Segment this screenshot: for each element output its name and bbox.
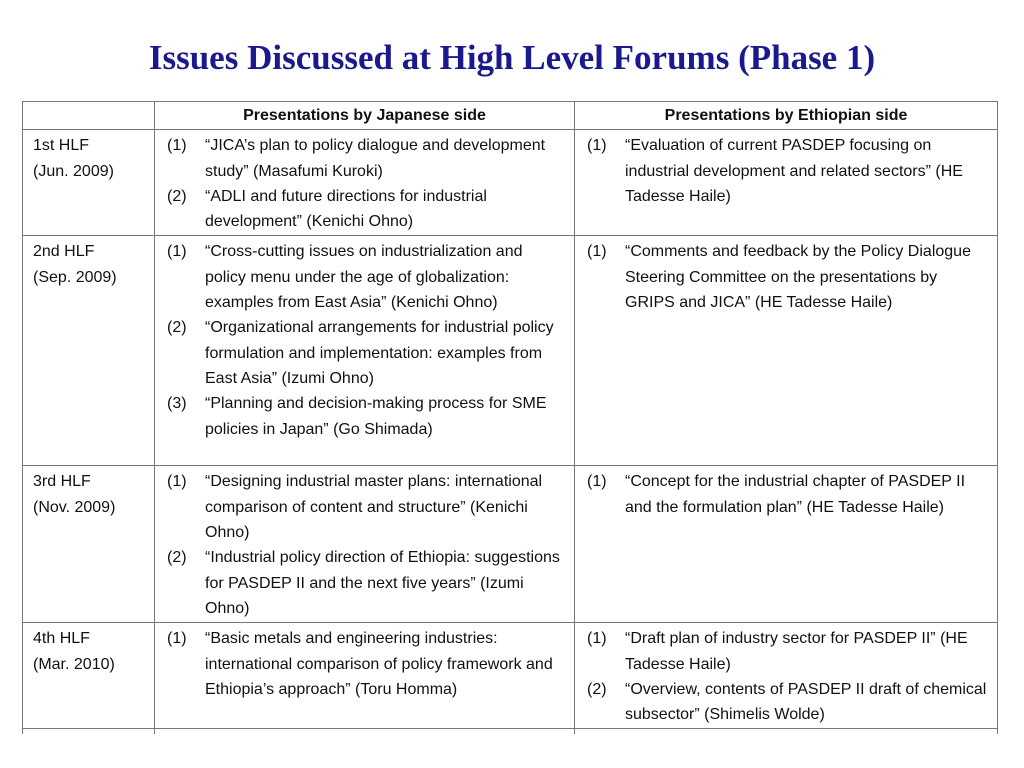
item-number: (1) [587,137,607,155]
ethiopian-cell [575,236,998,466]
forum-name: 2nd HLF [33,243,95,261]
list-item [165,239,566,315]
hlf-table [22,101,998,734]
item-text: “JICA’s plan to policy dialogue and development study” (Masafumi Kuroki) [205,137,546,180]
item-text: “Designing industrial master plans: international comparison of content and structure” (Kenichi Ohno) [205,473,543,542]
item-number: (1) [167,137,187,155]
forum-date: (Sep. 2009) [33,268,117,286]
forum-name: 4th HLF [33,630,90,648]
item-text: “Basic metals and engineering industries: international comparison of policy framework and Ethiopia’s approach” (Toru Homma) [205,630,553,698]
item-text: “ADLI and future directions for industrial development” (Kenichi Ohno) [205,187,487,231]
ethiopian-cell [575,130,998,236]
header-forum [23,102,155,130]
item-text: “Industrial policy direction of Ethiopia: suggestions for PASDEP II and the next five years” (Izumi Ohno) [205,549,560,617]
list-item [585,239,989,315]
table-row [23,236,998,466]
forum-date: (Mar. 2010) [33,655,115,673]
forum-cell [23,623,155,729]
forum-date: (Jun. 2009) [33,162,114,180]
item-number: (1) [587,473,607,491]
japanese-cell [155,466,575,623]
table-row [23,623,998,729]
japanese-cell [155,236,575,466]
empty-cell [575,729,998,735]
list-item [165,391,566,442]
item-text: “Cross-cutting issues on industrialization and policy menu under the age of globalization: examples from East Asia” (Kenichi Ohno) [205,243,523,312]
item-text: “Evaluation of current PASDEP focusing on industrial development and related sectors” (HE Tadesse Haile) [625,137,963,205]
list-item [165,469,566,545]
list-item [165,545,566,621]
table-row [23,466,998,623]
list-item [165,184,566,235]
item-number: (2) [167,549,187,567]
forum-name: 1st HLF [33,137,90,155]
slide-title: Issues Discussed at High Level Forums (Phase 1) [148,38,876,77]
item-number: (1) [587,630,607,648]
item-text: “Planning and decision-making process for SME policies in Japan” (Go Shimada) [205,395,547,438]
forum-cell [23,130,155,236]
ethiopian-cell [575,466,998,623]
list-item [165,315,566,391]
japanese-cell [155,130,575,236]
header-japanese: Presentations by Japanese side [155,102,575,130]
forum-date: (Nov. 2009) [33,498,116,516]
item-number: (1) [587,243,607,261]
empty-cell [155,729,575,735]
item-text: “Concept for the industrial chapter of PASDEP II and the formulation plan” (HE Tadesse Haile) [625,473,966,516]
table-row [23,130,998,236]
list-item [585,133,989,209]
item-text: “Comments and feedback by the Policy Dialogue Steering Committee on the presentations by GRIPS and JICA” (HE Tadesse Haile) [625,243,971,312]
table-row-stub [23,729,998,735]
forum-name: 3rd HLF [33,473,91,491]
forum-cell [23,236,155,466]
list-item [165,626,566,702]
list-item [165,133,566,184]
list-item [585,626,989,677]
item-text: “Draft plan of industry sector for PASDEP II” (HE Tadesse Haile) [625,630,968,673]
ethiopian-cell [575,623,998,729]
japanese-cell [155,623,575,729]
empty-cell [23,729,155,735]
item-number: (2) [167,319,187,337]
item-text: “Overview, contents of PASDEP II draft of chemical subsector” (Shimelis Wolde) [625,680,987,724]
item-number: (3) [167,395,187,413]
item-number: (2) [167,187,187,205]
item-number: (1) [167,630,187,648]
item-number: (1) [167,243,187,261]
item-number: (1) [167,473,187,491]
item-number: (2) [587,680,607,698]
header-row [23,102,998,130]
list-item [585,677,989,728]
forum-cell [23,466,155,623]
item-text: “Organizational arrangements for industrial policy formulation and implementation: examples from East Asia” (Izumi Ohno) [205,319,554,387]
list-item [585,469,989,520]
header-ethiopian: Presentations by Ethiopian side [575,102,998,130]
